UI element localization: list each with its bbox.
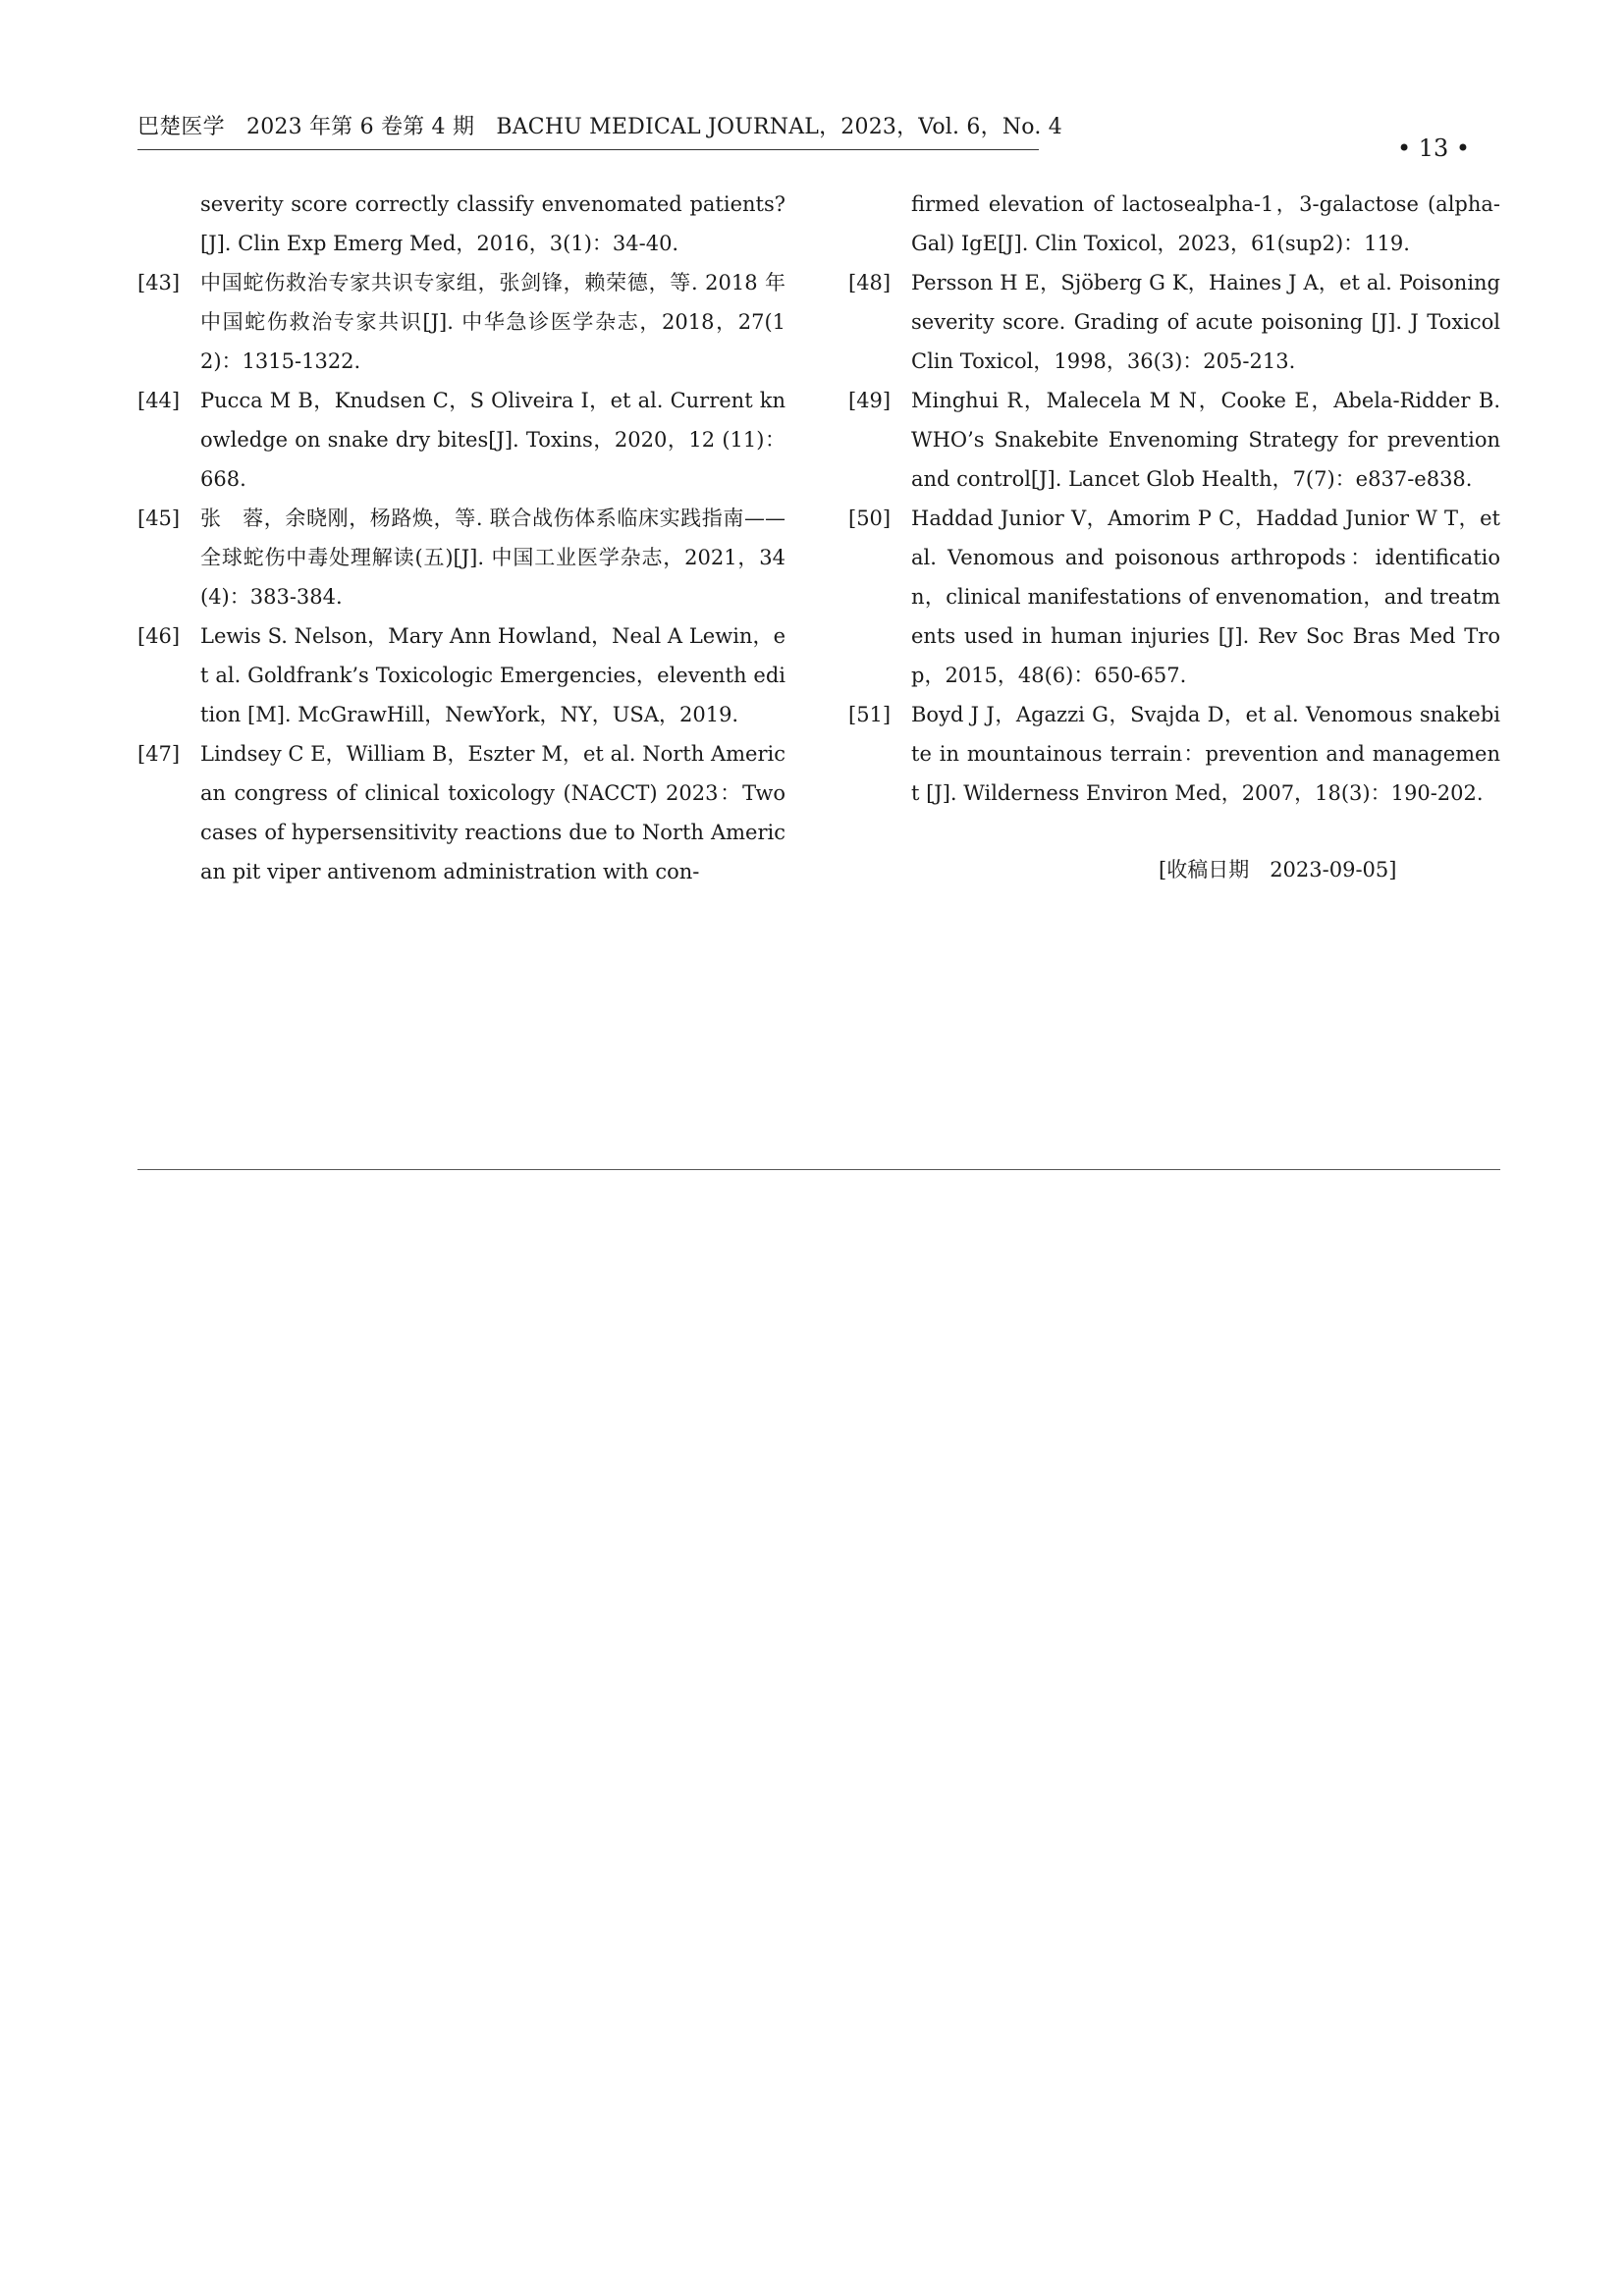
- header-rule: [137, 149, 1039, 150]
- reference-number: [45]: [137, 507, 181, 530]
- reference-text: Minghui R，Malecela M N，Cooke E，Abela-Ridder B. WHO’s Snakebite Envenoming Strategy for prevention and control[J]. Lancet Glob Health，7(7)：e837-e838.: [911, 389, 1500, 491]
- reference-number: [46]: [137, 624, 181, 648]
- reference-continuation: severity score correctly classify envenomated patients? [J]. Clin Exp Emerg Med，2016，3(1)：34-40.: [200, 192, 785, 255]
- received-date: [收稿日期 2023-09-05]: [1159, 858, 1397, 881]
- reference-text: 中国蛇伤救治专家共识专家组，张剑锋，赖荣德，等. 2018 年中国蛇伤救治专家共识[J]. 中华急诊医学杂志，2018，27(12)：1315-1322.: [200, 271, 785, 373]
- reference-text: 张 蓉，余晓刚，杨路焕，等. 联合战伤体系临床实践指南——全球蛇伤中毒处理解读(五)[J]. 中国工业医学杂志，2021，34(4)：383-384.: [200, 507, 785, 609]
- right-column: [848, 185, 1500, 813]
- reference-number: [50]: [848, 507, 892, 530]
- reference-50: [848, 499, 1500, 695]
- reference-text: Lewis S. Nelson，Mary Ann Howland，Neal A Lewin，et al. Goldfrank’s Toxicologic Emergencies，eleventh edition [M]. McGrawHill，NewYork，NY，USA，2019.: [200, 624, 785, 726]
- reference-text: Haddad Junior V，Amorim P C，Haddad Junior W T，et al. Venomous and poisonous arthropods：identification，clinical manifestations of envenomation，and treatments used in human injuries [J]. Rev Soc Bras Med Trop，2015，48(6)：650-657.: [911, 507, 1500, 687]
- reference-45: [137, 499, 785, 616]
- page-number: • 13 •: [1396, 134, 1471, 162]
- reference-44: [137, 381, 785, 499]
- reference-46: [137, 616, 785, 734]
- reference-text: Boyd J J，Agazzi G，Svajda D，et al. Venomous snakebite in mountainous terrain：prevention and management [J]. Wilderness Environ Med，2007，18(3)：190-202.: [911, 703, 1500, 805]
- reference-51: [848, 695, 1500, 813]
- reference-text: Persson H E，Sjöberg G K，Haines J A，et al. Poisoning severity score. Grading of acute poisoning [J]. J Toxicol Clin Toxicol，1998，36(3)：205-213.: [911, 271, 1500, 373]
- reference-number: [44]: [137, 389, 181, 412]
- reference-number: [43]: [137, 271, 181, 294]
- bottom-rule: [137, 1169, 1500, 1170]
- reference-text: Lindsey C E，William B，Eszter M，et al. North American congress of clinical toxicology (NACCT) 2023：Two cases of hypersensitivity reactions due to North American pit viper antivenom administration with con-: [200, 742, 785, 883]
- reference-49: [848, 381, 1500, 499]
- reference-43: [137, 263, 785, 381]
- reference-number: [48]: [848, 271, 892, 294]
- reference-number: [51]: [848, 703, 892, 726]
- reference-number: [47]: [137, 742, 181, 766]
- reference-48: [848, 263, 1500, 381]
- running-header: 巴楚医学 2023 年第 6 卷第 4 期 BACHU MEDICAL JOURNAL，2023，Vol. 6，No. 4: [137, 115, 1062, 139]
- reference-continuation: firmed elevation of lactosealpha-1，3-galactose (alpha-Gal) IgE[J]. Clin Toxicol，2023，61(sup2)：119.: [911, 192, 1500, 255]
- reference-text: Pucca M B，Knudsen C，S Oliveira I，et al. Current knowledge on snake dry bites[J]. Toxins，2020，12 (11)：668.: [200, 389, 785, 491]
- reference-47: [137, 734, 785, 891]
- left-column: [137, 185, 785, 891]
- reference-number: [49]: [848, 389, 892, 412]
